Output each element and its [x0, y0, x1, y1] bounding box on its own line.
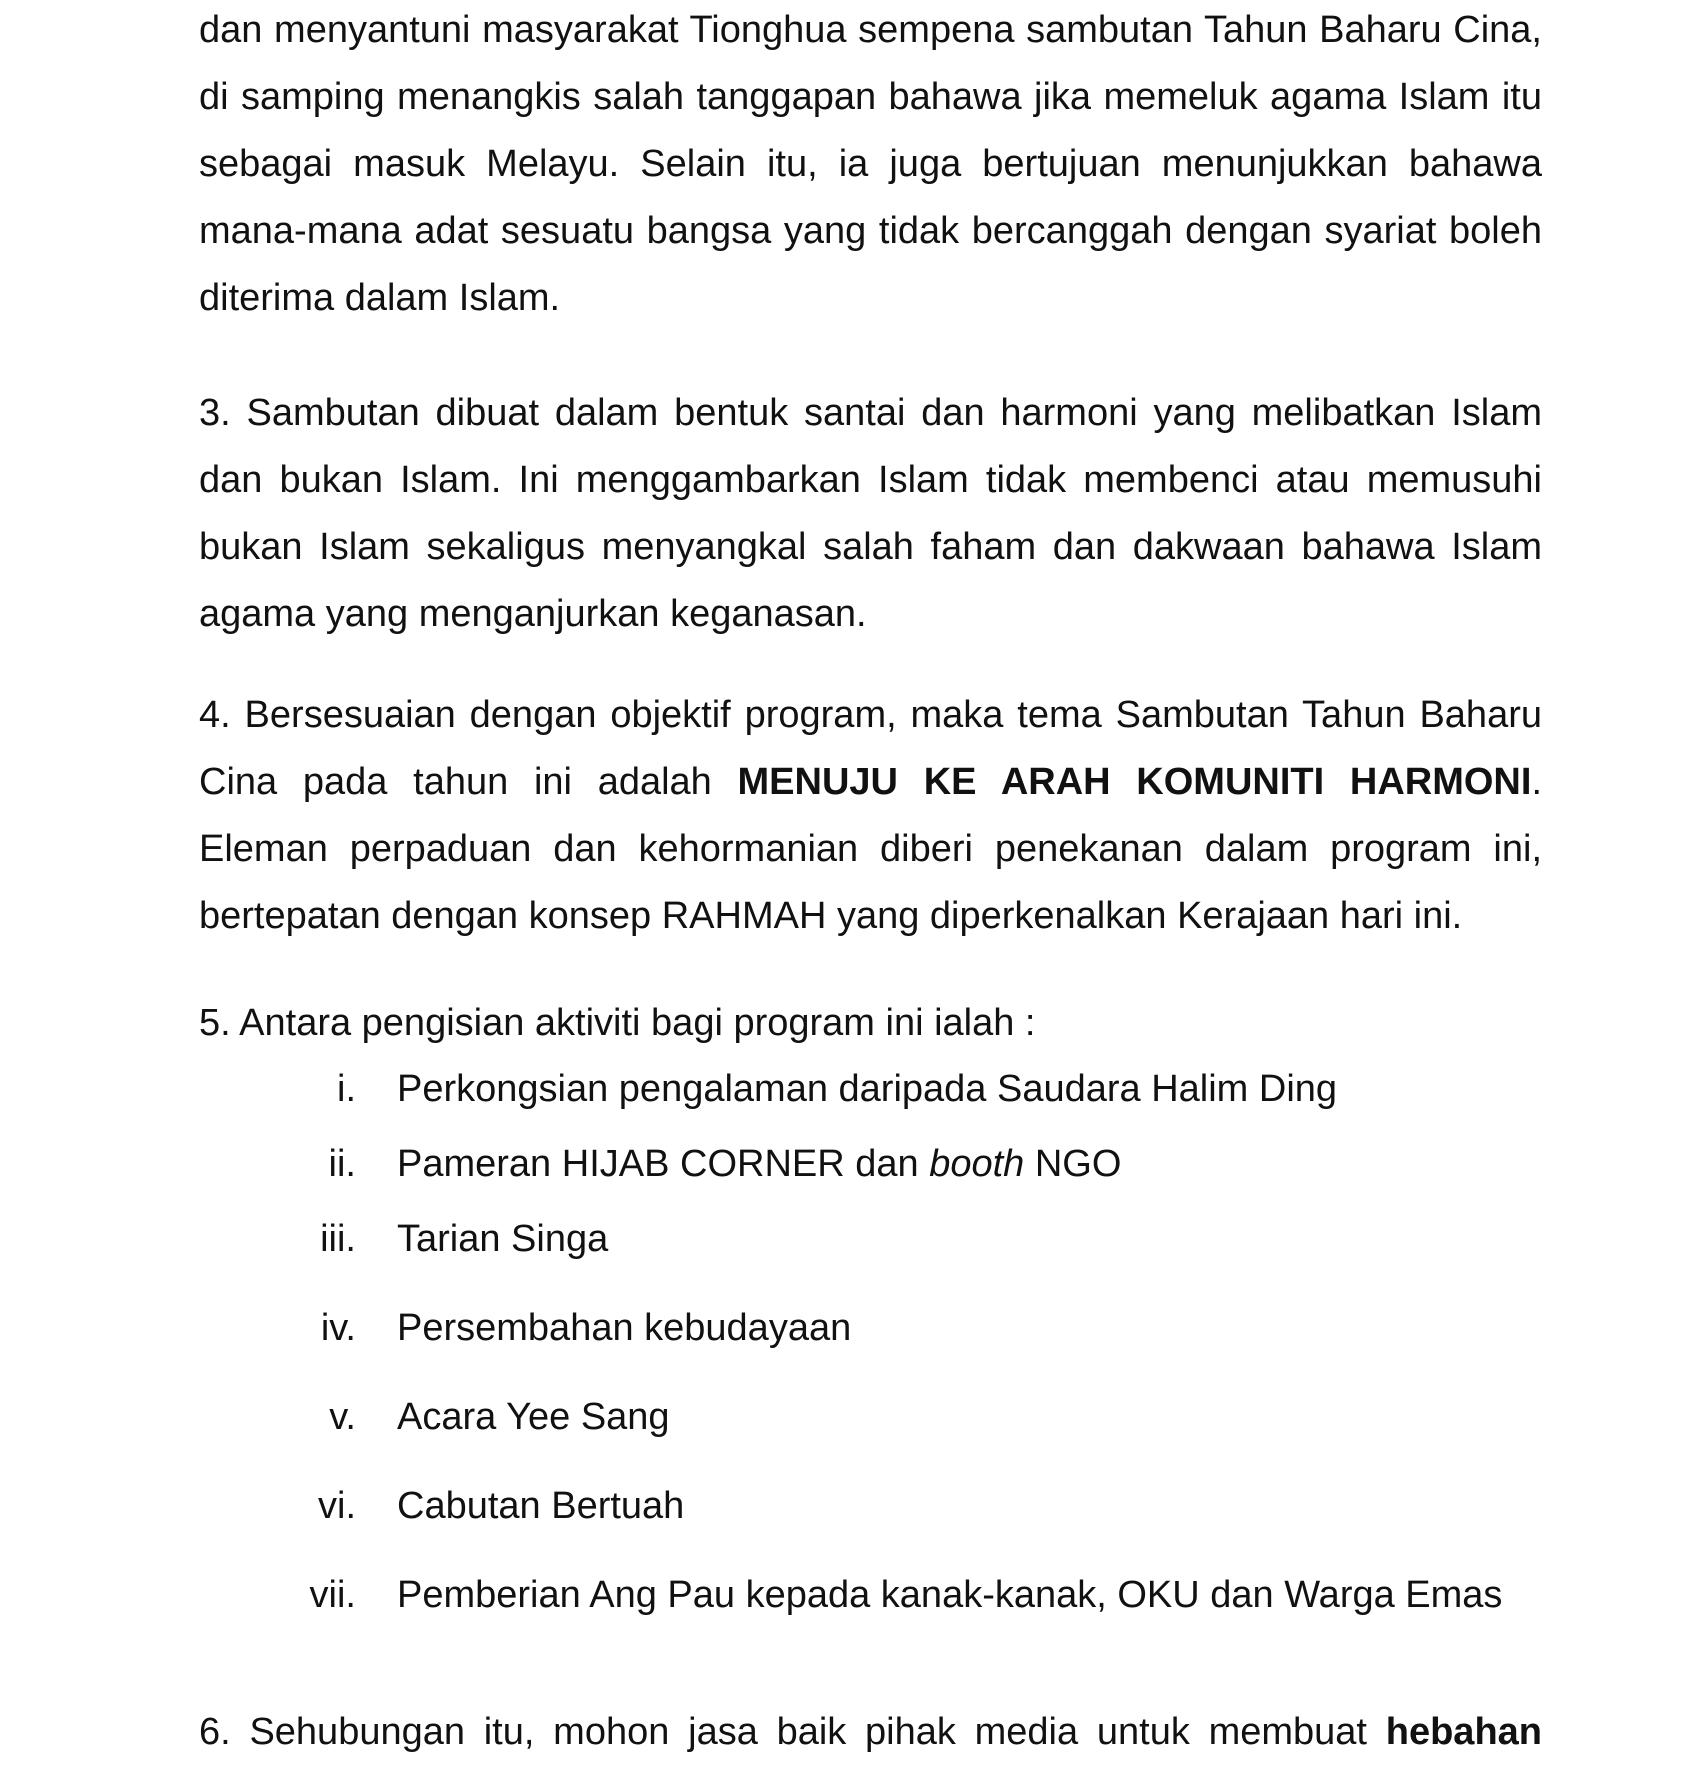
list-item: [0, 1387, 1698, 1447]
paragraph-5-intro: 5. Antara pengisian aktiviti bagi program ini ialah :: [199, 1002, 1036, 1044]
list-item: [0, 1134, 1698, 1194]
list-item-number: vi.: [318, 1485, 356, 1527]
paragraph-6-lead: 6. Sehubungan itu, mohon jasa baik pihak media untuk membuat: [199, 1711, 1386, 1753]
paragraph-6-bold: hebahan: [1385, 1711, 1542, 1753]
list-item-number: vii.: [309, 1574, 356, 1616]
paragraph-objective-continued: dan menyantuni masyarakat Tionghua sempena sambutan Tahun Baharu Cina, di samping menangkis salah tanggapan bahawa jika memeluk agama Islam itu sebagai masuk Melayu. Selain itu, ia juga bertujuan menunjukkan bahawa mana-mana adat sesuatu bangsa yang tidak bercanggah dengan syariat boleh diterima dalam Islam.: [199, 9, 1542, 319]
theme-title: MENUJU KE ARAH KOMUNITI HARMONI: [737, 761, 1532, 803]
list-item-text: Pemberian Ang Pau kepada kanak-kanak, OKU dan Warga Emas: [397, 1574, 1503, 1616]
paragraph-6: [199, 1699, 1542, 1766]
list-item-number: iv.: [320, 1307, 356, 1349]
list-item-text-italic: booth: [929, 1143, 1025, 1185]
list-item-text: Perkongsian pengalaman daripada Saudara Halim Ding: [397, 1068, 1338, 1110]
list-item-text-lead: Pameran HIJAB CORNER dan: [397, 1143, 930, 1185]
list-item: [0, 1476, 1698, 1536]
paragraph-4-lead: 4. Bersesuaian dengan objektif program, maka tema Sambutan Tahun Baharu Cina pada tahun ini adalah: [199, 694, 1542, 803]
paragraph-3: 3. Sambutan dibuat dalam bentuk santai dan harmoni yang melibatkan Islam dan bukan Islam. Ini menggambarkan Islam tidak membenci atau memusuhi bukan Islam sekaligus menyangkal salah faham dan dakwaan bahawa Islam agama yang menganjurkan keganasan.: [199, 392, 1542, 635]
paragraph-4: [199, 682, 1542, 950]
list-item-text: Acara Yee Sang: [397, 1396, 670, 1438]
list-item-text: Persembahan kebudayaan: [397, 1307, 852, 1349]
list-item-number: iii.: [320, 1218, 356, 1260]
paragraph-4-tail: . Eleman perpaduan dan kehormanian diberi penekanan dalam program ini, bertepatan dengan konsep RAHMAH yang diperkenalkan Kerajaan hari ini.: [199, 761, 1542, 937]
list-item-number: ii.: [328, 1143, 356, 1185]
list-item-text-tail: NGO: [1024, 1143, 1122, 1185]
list-item-text: Cabutan Bertuah: [397, 1485, 685, 1527]
list-item: [0, 1209, 1698, 1269]
list-item-text: Tarian Singa: [397, 1218, 609, 1260]
list-item-number: v.: [329, 1396, 356, 1438]
list-item: [0, 1565, 1698, 1625]
list-item-number: i.: [337, 1068, 356, 1110]
list-item: [0, 1298, 1698, 1358]
list-item-text: [397, 1134, 1121, 1194]
list-item: [0, 1059, 1698, 1119]
